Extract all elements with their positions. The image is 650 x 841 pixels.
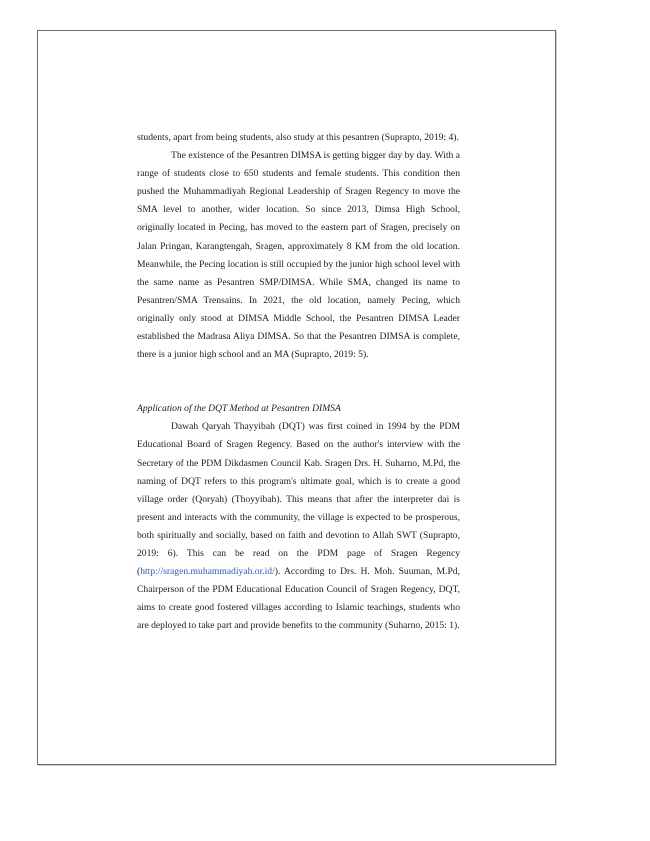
section-spacer xyxy=(137,364,460,400)
document-page xyxy=(37,30,556,765)
paragraph-dqt-text-after-link: ). According to Drs. H. Moh. Suuman, M.Pd, Chairperson of the PDM Educational Education Council of Sragen Regency, DQT, aims to create good fostered villages according to Islamic teachings, students who are deployed to take part and provide benefits to the community (Suharno, 2015: 1). xyxy=(137,566,460,632)
paragraph-continuation: students, apart from being students, also study at this pesantren (Suprapto, 2019: 4). xyxy=(137,132,459,143)
paragraph-dqt-text-before-link: Dawah Qaryah Thayyibah (DQT) was first coined in 1994 by the PDM Educational Board of Sragen Regency. Based on the author's interview with the Secretary of the PDM Dikdasmen Council Kab. Sragen Drs. H. Suharno, M.Pd, the naming of DQT refers to this program's ultimate goal, which is to create a good village order (Qoryah) (Thoyyibah). This means that after the interpreter dai is present and interacts with the community, the village is expected to be prosperous, both spiritually and socially, based on faith and devotion to Allah SWT (Suprapto, 2019: 6). This can be read on the PDM page of Sragen Regency ( xyxy=(137,421,460,578)
paragraph-dqt-method xyxy=(137,418,460,635)
section-heading: Application of the DQT Method at Pesantren DIMSA xyxy=(137,403,341,415)
pdm-sragen-link[interactable]: http://sragen.muhammadiyah.or.id/ xyxy=(140,566,275,578)
page-content xyxy=(137,129,460,635)
paragraph-pesantren-existence: The existence of the Pesantren DIMSA is getting bigger day by day. With a range of students close to 650 students and female students. This condition then pushed the Muhammadiyah Regional Leadership of Sragen Regency to move the SMA level to another, wider location. So since 2013, Dimsa High School, originally located in Pecing, has moved to the eastern part of Sragen, precisely on Jalan Pringan, Karangtengah, Sragen, approximately 8 KM from the old location. Meanwhile, the Pecing location is still occupied by the junior high school level with the same name as Pesantren SMP/DIMSA. While SMA, changed its name to Pesantren/SMA Trensains. In 2021, the old location, namely Pecing, which originally only stood at DIMSA Middle School, the Pesantren DIMSA Leader established the Madrasa Aliya DIMSA. So that the Pesantren DIMSA is complete, there is a junior high school and an MA (Suprapto, 2019: 5). xyxy=(137,150,460,361)
